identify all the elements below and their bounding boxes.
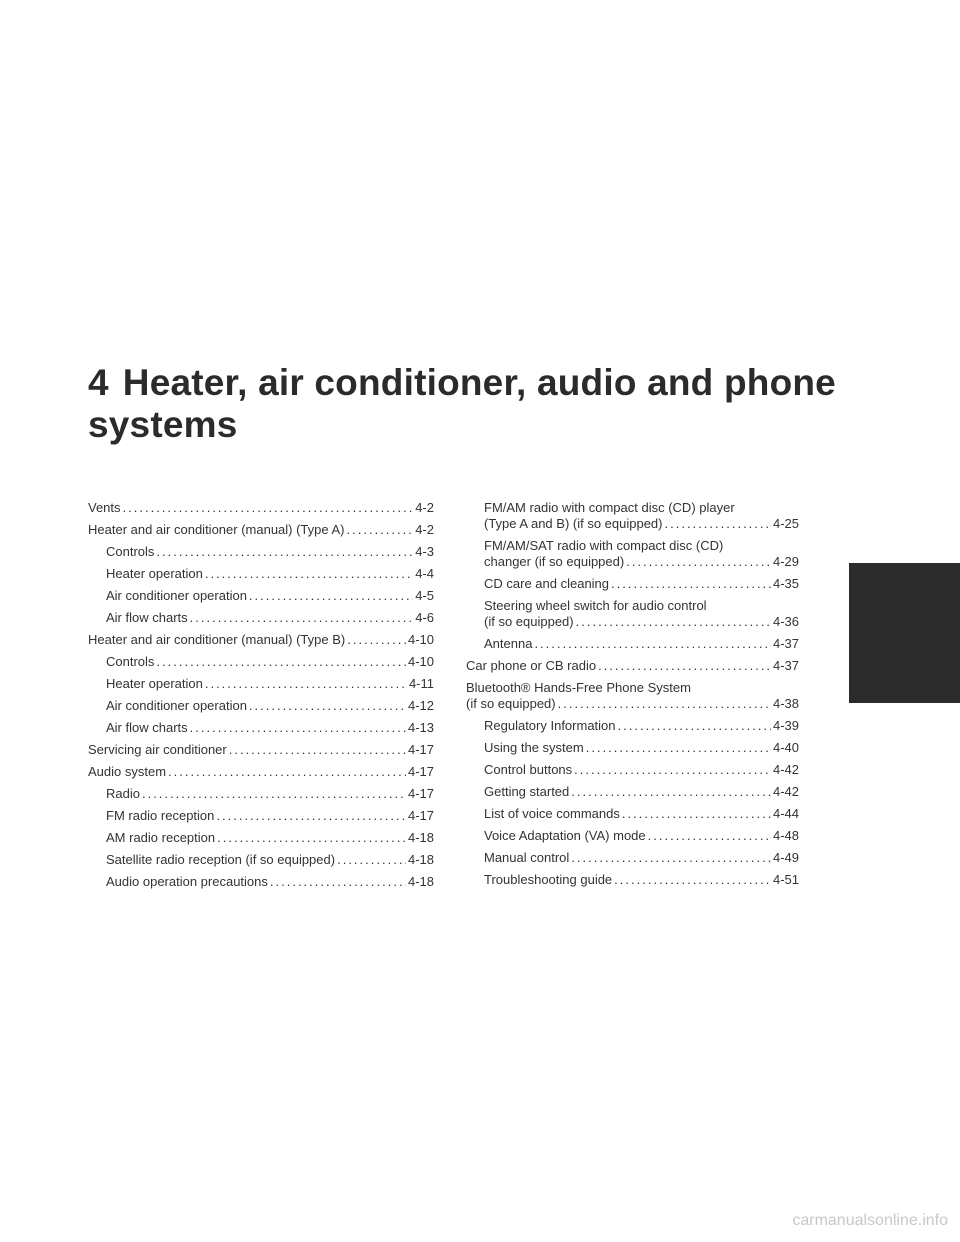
- toc-entry-title: Satellite radio reception (if so equipped): [106, 852, 336, 867]
- toc-entry-title: Voice Adaptation (VA) mode: [484, 828, 646, 843]
- toc-entry-line: [106, 588, 434, 604]
- toc-entry[interactable]: [466, 850, 799, 866]
- toc-entry-title: Heater and air conditioner (manual) (Type A): [88, 522, 345, 537]
- toc-entry[interactable]: [88, 764, 434, 780]
- toc-leader-dots: [216, 808, 406, 824]
- toc-entry[interactable]: [466, 538, 799, 570]
- toc-entry-line: [106, 654, 434, 670]
- toc-entry-page: 4-38: [772, 696, 799, 711]
- toc-entry-page: 4-6: [415, 610, 434, 625]
- toc-entry-line: [88, 764, 434, 780]
- toc-leader-dots: [217, 830, 406, 846]
- toc-entry-line: [484, 718, 799, 734]
- toc-entry-line: [106, 786, 434, 802]
- toc-leader-dots: [270, 874, 406, 890]
- toc-leader-dots: [598, 658, 771, 674]
- toc-leader-dots: [249, 588, 413, 604]
- toc-entry-line: [484, 740, 799, 756]
- toc-entry-title: Air conditioner operation: [106, 588, 247, 603]
- toc-entry-line: [88, 632, 434, 648]
- toc-entry[interactable]: [466, 718, 799, 734]
- toc-leader-dots: [123, 500, 414, 516]
- toc-entry-title: Manual control: [484, 850, 570, 865]
- toc-entry[interactable]: [88, 522, 434, 538]
- toc-entry[interactable]: [88, 544, 434, 560]
- toc-entry-title: Antenna: [484, 636, 533, 651]
- toc-entry-page: 4-36: [772, 614, 799, 629]
- toc-entry-page: 4-18: [407, 852, 434, 867]
- toc-entry-title: Air flow charts: [106, 720, 188, 735]
- toc-entry-page: 4-18: [407, 874, 434, 889]
- toc-leader-dots: [622, 806, 771, 822]
- toc-entry-title: Controls: [106, 654, 155, 669]
- toc-entry-line: [106, 566, 434, 582]
- toc-entry[interactable]: [466, 806, 799, 822]
- toc-entry-page: 4-5: [415, 588, 434, 603]
- toc-entry-line: [106, 676, 434, 692]
- toc-entry-title: Radio: [106, 786, 140, 801]
- toc-leader-dots: [142, 786, 406, 802]
- toc-entry[interactable]: [466, 740, 799, 756]
- toc-entry-title: Getting started: [484, 784, 570, 799]
- toc-entry-title: Air flow charts: [106, 610, 188, 625]
- toc-entry-page: 4-10: [407, 654, 434, 669]
- toc-leader-dots: [190, 720, 406, 736]
- toc-entry-line: [484, 636, 799, 652]
- toc-leader-dots: [571, 850, 771, 866]
- toc-entry[interactable]: [466, 658, 799, 674]
- toc-entry[interactable]: [466, 636, 799, 652]
- toc-entry-page: 4-40: [772, 740, 799, 755]
- toc-leader-dots: [576, 614, 771, 630]
- toc-entry[interactable]: [88, 742, 434, 758]
- toc-entry[interactable]: [466, 828, 799, 844]
- toc-leader-dots: [205, 566, 413, 582]
- toc-entry-line: [466, 696, 799, 712]
- toc-entry-page: 4-17: [407, 808, 434, 823]
- toc-leader-dots: [337, 852, 406, 868]
- toc-entry-title: List of voice commands: [484, 806, 620, 821]
- toc-entry-page: 4-49: [772, 850, 799, 865]
- toc-entry-lead: FM/AM/SAT radio with compact disc (CD): [484, 538, 724, 553]
- toc-entry-line: [106, 852, 434, 868]
- toc-entry-line: [484, 806, 799, 822]
- toc-entry[interactable]: [466, 576, 799, 592]
- toc-entry-line: [484, 614, 799, 630]
- toc-leader-dots: [614, 872, 771, 888]
- toc-entry-page: 4-42: [772, 784, 799, 799]
- toc-entry-line: [484, 576, 799, 592]
- toc-entry[interactable]: [88, 786, 434, 802]
- toc-entry-title: Control buttons: [484, 762, 573, 777]
- toc-entry[interactable]: [88, 808, 434, 824]
- toc-entry-page: 4-37: [772, 636, 799, 651]
- toc-entry-page: 4-37: [772, 658, 799, 673]
- toc-entry-page: 4-2: [415, 522, 434, 537]
- toc-entry-line: [106, 720, 434, 736]
- toc-entry-line: [484, 762, 799, 778]
- toc-entry-page: 4-39: [772, 718, 799, 733]
- toc-leader-dots: [156, 544, 413, 560]
- toc-leader-dots: [626, 554, 771, 570]
- toc-entry-title: Servicing air conditioner: [88, 742, 227, 757]
- toc-entry-line: [106, 698, 434, 714]
- toc-entry[interactable]: [88, 676, 434, 692]
- toc-entry-title: Regulatory Information: [484, 718, 616, 733]
- toc-entry-page: 4-17: [407, 764, 434, 779]
- chapter-number: 4: [88, 362, 109, 403]
- toc-entry[interactable]: [466, 762, 799, 778]
- toc-leader-dots: [574, 762, 771, 778]
- toc-right-column: [466, 500, 799, 894]
- toc-leader-dots: [205, 676, 407, 692]
- toc-entry-line: [484, 516, 799, 532]
- toc-entry-page: 4-42: [772, 762, 799, 777]
- toc-entry-page: 4-13: [407, 720, 434, 735]
- footer-watermark: carmanualsonline.info: [792, 1212, 948, 1229]
- toc-left-column: [88, 500, 434, 896]
- toc-entry[interactable]: [88, 632, 434, 648]
- toc-entry-line: [484, 850, 799, 866]
- toc-entry-page: 4-2: [415, 500, 434, 515]
- toc-leader-dots: [648, 828, 771, 844]
- toc-entry[interactable]: [88, 720, 434, 736]
- toc-leader-dots: [156, 654, 406, 670]
- toc-entry-line: [106, 610, 434, 626]
- toc-leader-dots: [534, 636, 771, 652]
- toc-entry-line: [484, 554, 799, 570]
- toc-entry-line: [88, 500, 434, 516]
- toc-leader-dots: [347, 522, 414, 538]
- toc-entry-title: Heater operation: [106, 566, 203, 581]
- toc-entry-page: 4-10: [407, 632, 434, 647]
- toc-entry-line: [466, 658, 799, 674]
- toc-entry-title: Vents: [88, 500, 121, 515]
- toc-entry-title: Troubleshooting guide: [484, 872, 613, 887]
- toc-entry-title: changer (if so equipped): [484, 554, 625, 569]
- toc-entry[interactable]: [88, 566, 434, 582]
- toc-leader-dots: [347, 632, 406, 648]
- toc-entry-title: Audio operation precautions: [106, 874, 268, 889]
- toc-entry-lead: Bluetooth® Hands-Free Phone System: [466, 680, 691, 695]
- toc-entry-title: CD care and cleaning: [484, 576, 610, 591]
- toc-entry-page: 4-48: [772, 828, 799, 843]
- toc-entry-title: Using the system: [484, 740, 584, 755]
- toc-leader-dots: [618, 718, 771, 734]
- toc-leader-dots: [665, 516, 771, 532]
- toc-entry-line: [106, 544, 434, 560]
- toc-entry-page: 4-35: [772, 576, 799, 591]
- toc-entry[interactable]: [466, 872, 799, 888]
- toc-entry-title: (Type A and B) (if so equipped): [484, 516, 663, 531]
- toc-entry-title: Controls: [106, 544, 155, 559]
- toc-entry-title: AM radio reception: [106, 830, 216, 845]
- toc-entry-line: [484, 872, 799, 888]
- toc-entry-line: [484, 784, 799, 800]
- toc-entry-page: 4-29: [772, 554, 799, 569]
- toc-leader-dots: [571, 784, 771, 800]
- toc-entry[interactable]: [466, 500, 799, 532]
- toc-entry-lead: FM/AM radio with compact disc (CD) player: [484, 500, 735, 515]
- toc-leader-dots: [168, 764, 406, 780]
- toc-entry-page: 4-12: [407, 698, 434, 713]
- chapter-title: [88, 362, 848, 446]
- toc-entry-page: 4-11: [408, 676, 434, 691]
- toc-entry[interactable]: [466, 784, 799, 800]
- toc-entry-line: [88, 742, 434, 758]
- toc-leader-dots: [586, 740, 771, 756]
- toc-entry[interactable]: [88, 610, 434, 626]
- toc-entry-page: 4-44: [772, 806, 799, 821]
- toc-entry-title: (if so equipped): [484, 614, 574, 629]
- toc-entry-line: [106, 874, 434, 890]
- toc-entry-page: 4-4: [415, 566, 434, 581]
- toc-entry-title: Heater operation: [106, 676, 203, 691]
- toc-entry-title: Heater and air conditioner (manual) (Type B): [88, 632, 346, 647]
- toc-leader-dots: [249, 698, 406, 714]
- toc-entry-lead: Steering wheel switch for audio control: [484, 598, 707, 613]
- toc-entry-page: 4-17: [407, 742, 434, 757]
- toc-entry-page: 4-51: [772, 872, 799, 887]
- toc-entry-line: [484, 828, 799, 844]
- toc-entry-title: (if so equipped): [466, 696, 556, 711]
- toc-entry[interactable]: [88, 698, 434, 714]
- toc-entry-line: [106, 808, 434, 824]
- toc-entry[interactable]: [88, 654, 434, 670]
- toc-entry-page: 4-25: [772, 516, 799, 531]
- toc-entry-title: Audio system: [88, 764, 167, 779]
- toc-entry-title: FM radio reception: [106, 808, 215, 823]
- toc-leader-dots: [558, 696, 771, 712]
- toc-entry[interactable]: [466, 680, 799, 712]
- toc-entry-title: Car phone or CB radio: [466, 658, 597, 673]
- toc-entry-page: 4-17: [407, 786, 434, 801]
- toc-entry-line: [106, 830, 434, 846]
- toc-entry[interactable]: [466, 598, 799, 630]
- toc-entry[interactable]: [88, 874, 434, 890]
- toc-entry[interactable]: [88, 588, 434, 604]
- toc-entry-page: 4-3: [415, 544, 434, 559]
- toc-entry[interactable]: [88, 830, 434, 846]
- toc-entry-line: [88, 522, 434, 538]
- toc-leader-dots: [229, 742, 406, 758]
- chapter-side-tab: [849, 563, 960, 703]
- toc-leader-dots: [611, 576, 771, 592]
- toc-entry-title: Air conditioner operation: [106, 698, 247, 713]
- toc-entry[interactable]: [88, 500, 434, 516]
- chapter-title-text: Heater, air conditioner, audio and phone systems: [88, 362, 836, 445]
- toc-entry-page: 4-18: [407, 830, 434, 845]
- toc-entry[interactable]: [88, 852, 434, 868]
- toc-leader-dots: [190, 610, 414, 626]
